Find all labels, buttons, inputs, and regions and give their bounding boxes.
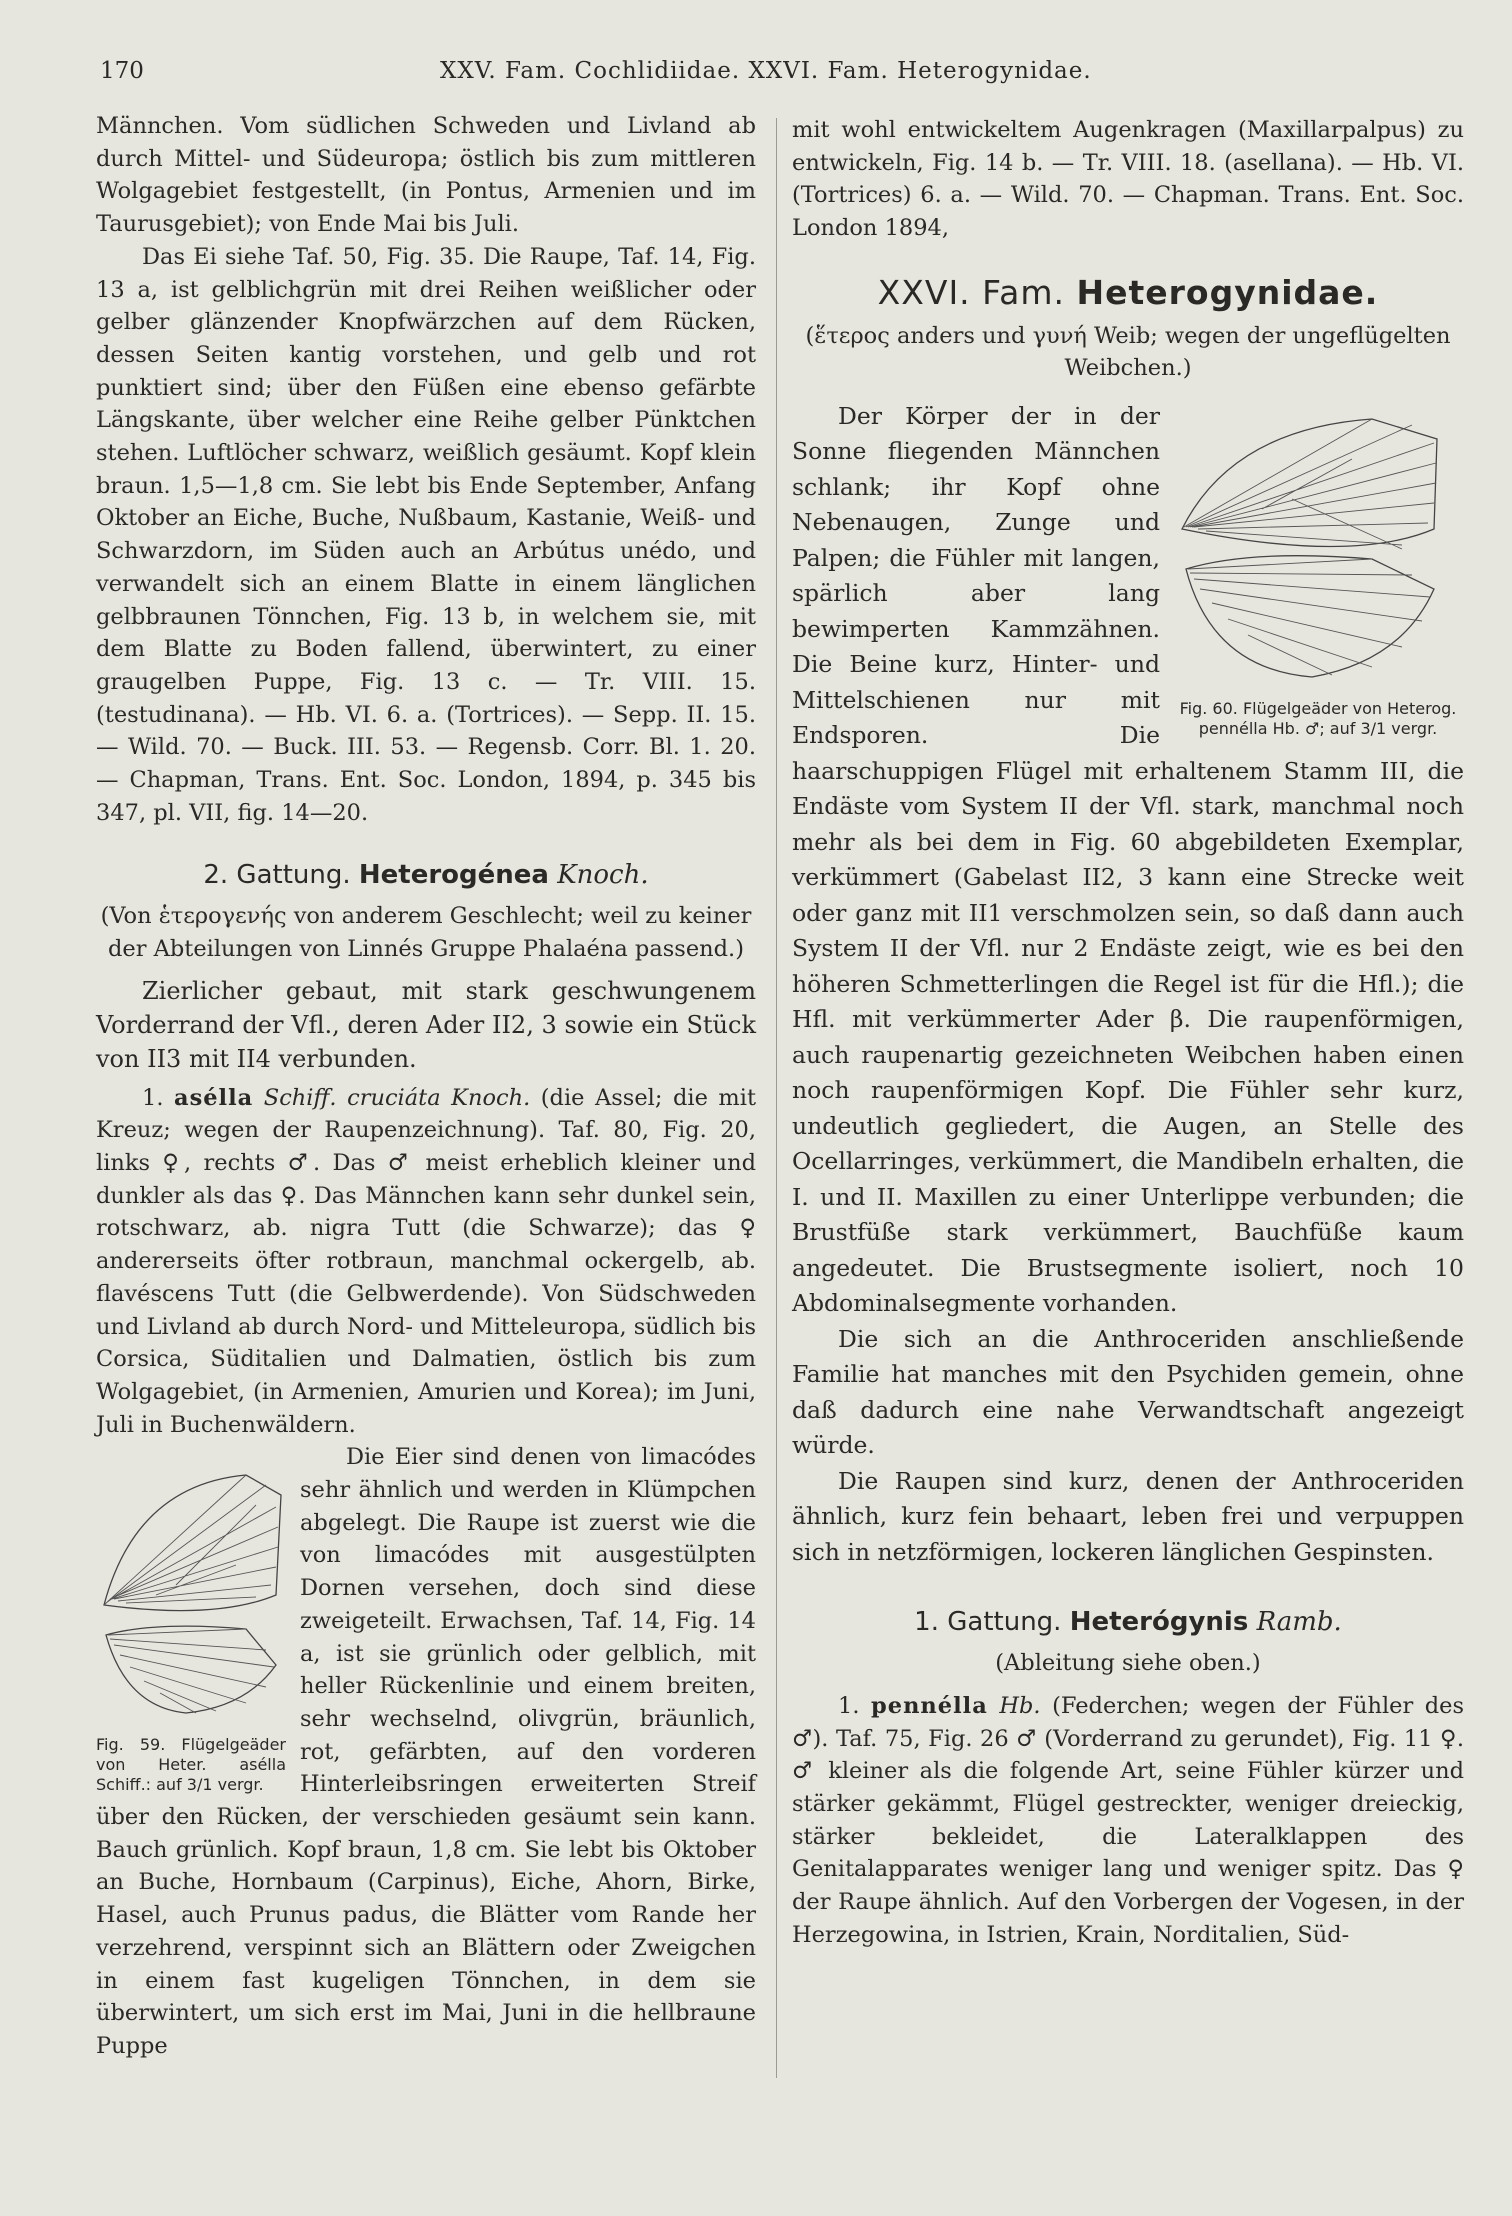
running-title: XXV. Fam. Cochlidiidae. XXVI. Fam. Heterogynidae.: [440, 58, 1092, 84]
species-author: Hb.: [999, 1692, 1041, 1719]
larva-paragraph: Die Eier sind denen von limacódes sehr ähnlich und werden in Klümpchen abgelegt. Die Raupe ist zuerst wie die von limacódes mit ausgestülpten Dornen versehen, doch sind diese zweigeteilt. Erwachsen, Taf. 14, Fig. 14 a, ist sie grünlich oder gelblich, mit heller Rückenlinie und einem breiten, sehr wechselnd, olivgrün, bräunlich, rot, gefärbten, auf den vorderen Hinterleibsringen erweiterten Streif über den Rücken, der verschieden gesäumt sein kann. Bauch grünlich. Kopf braun, 1,8 cm. Sie lebt bis Oktober an Buche, Hornbaum (Carpinus), Eiche, Ahorn, Birke, Hasel, auch Prunus padus, die Blätter vom Rande her verzehrend, verspinnt sich an Blättern oder Zweigchen in einem fast kugeligen Tönnchen, in dem sie überwintert, um sich erst im Mai, Juni in die hellbraune Puppe: [96, 1444, 756, 2059]
figure-59: [96, 1445, 286, 1795]
left-column: [96, 110, 756, 2063]
wing-venation-illustration: [1172, 399, 1464, 699]
family-description: Der Körper der in der Sonne fliegenden Männchen schlank; ihr Kopf ohne Nebenaugen, Zunge und Palpen; die Fühler mit langen, spärlich aber lang bewimperten Kammzähnen. Die Beine kurz, Hinter- und Mittelschienen nur mit Endsporen. Die haarschuppigen Flügel mit erhaltenem Stamm III, die Endäste vom System II der Vfl. stark, manchmal noch mehr als bei dem in Fig. 60 abgebildeten Exemplar, verkümmert (Gabelast II2, 3 kann eine Strecke weit oder ganz mit II1 verschmolzen sein, so daß dann auch System II der Vfl. nur 2 Endäste zeigt, wie es bei den höheren Schmetterlingen die Regel ist für die Hfl.); die Hfl. mit verkümmerter Ader β. Die raupenförmigen, auch raupenartig gezeichneten Weibchen haben einen noch raupenförmigen Kopf. Die Fühler sehr kurz, undeutlich gegliedert, die Augen, an Stelle des Ocellarringes, verkümmert, die Mandibeln erhalten, die I. und II. Maxillen zu einer Unterlippe verbunden; die Brustfüße stark verkümmert, Bauchfüße kaum angedeutet. Die Brustsegmente isoliert, noch 10 Abdominalsegmente vorhanden.: [792, 401, 1464, 1318]
species-author: Schiff. cruciáta Knoch.: [263, 1084, 531, 1111]
family-name: Heterogynidae.: [1076, 272, 1379, 312]
family-etymology: (ἕτερος anders und γυνή Weib; wegen der ungeflügelten Weibchen.): [805, 322, 1451, 382]
egg-larva-paragraph: Das Ei siehe Taf. 50, Fig. 35. Die Raupe, Taf. 14, Fig. 13 a, ist gelblichgrün mit drei Reihen weißlicher oder gelber glänzender Knopfwärzchen auf dem Rücken, dessen Seiten kantig vorstehen, und gelb und rot punktiert sind; über den Füßen eine ebenso gefärbte Längskante, über welcher eine Reihe gelber Pünktchen stehen. Luftlöcher schwarz, weißlich gesäumt. Kopf klein braun. 1,5—1,8 cm. Sie lebt bis Ende September, Anfang Oktober an Eiche, Buche, Nußbaum, Kastanie, Weiß- und Schwarzdorn, im Süden auch an Arbútus unédo, und verwandelt sich an einem Blatte in einem länglichen gelbbraunen Tönnchen, Fig. 13 b, in welchem sie, mit dem Blatte zu Boden fallend, überwintert, zu einer graugelben Puppe, Fig. 13 c. — Tr. VIII. 15. (testudinana). — Hb. VI. 6. a. (Tortrices). — Sepp. II. 15. — Wild. 70. — Buck. III. 53. — Regensb. Corr. Bl. 1. 20. — Chapman, Trans. Ent. Soc. London, 1894, p. 345 bis 347, pl. VII, fig. 14—20.: [96, 243, 756, 826]
page-header: [0, 58, 1512, 98]
wing-venation-illustration: [96, 1445, 286, 1735]
species-number: 1.: [142, 1084, 164, 1111]
family-heading: [792, 272, 1464, 312]
figure-60: [1172, 399, 1464, 739]
intro-paragraph: Männchen. Vom südlichen Schweden und Livland ab durch Mittel- und Südeuropa; östlich bis zum mittleren Wolgagebiet festgestellt, (in Pontus, Armenien und im Taurusgebiet); von Ende Mai bis Juli.: [96, 113, 756, 238]
genus-etymology: (Ableitung siehe oben.): [995, 1650, 1261, 1677]
genus-description: Zierlicher gebaut, mit stark geschwungenem Vorderrand der Vfl., deren Ader II2, 3 sowie ein Stück von II3 mit II4 verbunden.: [96, 976, 756, 1073]
family-relationship: Die sich an die Anthroceriden anschließende Familie hat manches mit den Psychiden gemein, ohne daß dadurch eine nahe Verwandtschaft angezeigt würde.: [792, 1324, 1464, 1460]
genus-author: Ramb.: [1256, 1607, 1342, 1638]
genus-name: Heterógynis: [1069, 1607, 1249, 1638]
species-text: (Federchen; wegen der Fühler des ♂). Taf. 75, Fig. 26 ♂ (Vorderrand zu gerundet), Fig. 11 ♀. ♂ kleiner als die folgende Art, seine Fühler kürzer und stärker gekämmt, Flügel gestreckter, weniger dreieckig, stärker bekleidet, die Lateralklappen des Genitalapparates weniger lang und weniger spitz. Das ♀ der Raupe ähnlich. Auf den Vorbergen der Vogesen, in der Herzegowina, in Istrien, Krain, Norditalien, Süd-: [792, 1692, 1465, 1948]
species-number: 1.: [838, 1692, 860, 1719]
family-number: XXVI. Fam.: [877, 272, 1065, 312]
species-text: (die Assel; die mit Kreuz; wegen der Raupenzeichnung). Taf. 80, Fig. 20, links ♀, rechts ♂. Das ♂ meist erheblich kleiner und dunkler als das ♀. Das Männchen kann sehr dunkel sein, rotschwarz, ab. nigra Tutt (die Schwarze); das ♀ andererseits öfter rotbraun, manchmal ockergelb, ab. flavéscens Tutt (die Gelbwerdende). Von Südschweden und Livland ab durch Nord- und Mitteleuropa, südlich bis Corsica, Süditalien und Dalmatien, östlich bis zum Wolgagebiet, (in Armenien, Amurien und Korea); im Juni, Juli in Buchenwäldern.: [96, 1084, 756, 1438]
species-name: asélla: [174, 1084, 254, 1111]
genus-heading: [96, 859, 756, 892]
figure-60-caption: Fig. 60. Flügelgeäder von Heterog. pennélla Hb. ♂; auf 3/1 vergr.: [1179, 698, 1457, 738]
family-larvae: Die Raupen sind kurz, denen der Anthroceriden ähnlich, kurz fein behaart, leben frei und verpuppen sich in netzförmigen, lockeren länglichen Gespinsten.: [792, 1466, 1464, 1566]
column-divider: [776, 118, 777, 2078]
right-column: [792, 114, 1464, 1951]
species-entry: [792, 1690, 1464, 1952]
genus-number: 2. Gattung.: [203, 860, 351, 891]
species-entry: [96, 1082, 756, 1442]
genus-etymology: (Von ἑτερογενής von anderem Geschlecht; weil zu keiner der Abteilungen von Linnés Gruppe Phalaéna passend.): [100, 903, 752, 962]
genus-number: 1. Gattung.: [914, 1607, 1062, 1638]
species-name: pennélla: [871, 1692, 988, 1719]
figure-59-caption: Fig. 59. Flügelgeäder von Heter. asélla Schiff.: auf 3/1 vergr.: [96, 1735, 286, 1795]
page-number: 170: [100, 58, 144, 84]
genus-name: Heterogénea: [358, 860, 549, 891]
genus-author: Knoch.: [557, 860, 649, 891]
continued-paragraph: mit wohl entwickeltem Augenkragen (Maxillarpalpus) zu entwickeln, Fig. 14 b. — Tr. VIII. 18. (asellana). — Hb. VI. (Tortrices) 6. a. — Wild. 70. — Chapman. Trans. Ent. Soc. London 1894,: [792, 117, 1464, 242]
genus-heading: [792, 1606, 1464, 1639]
